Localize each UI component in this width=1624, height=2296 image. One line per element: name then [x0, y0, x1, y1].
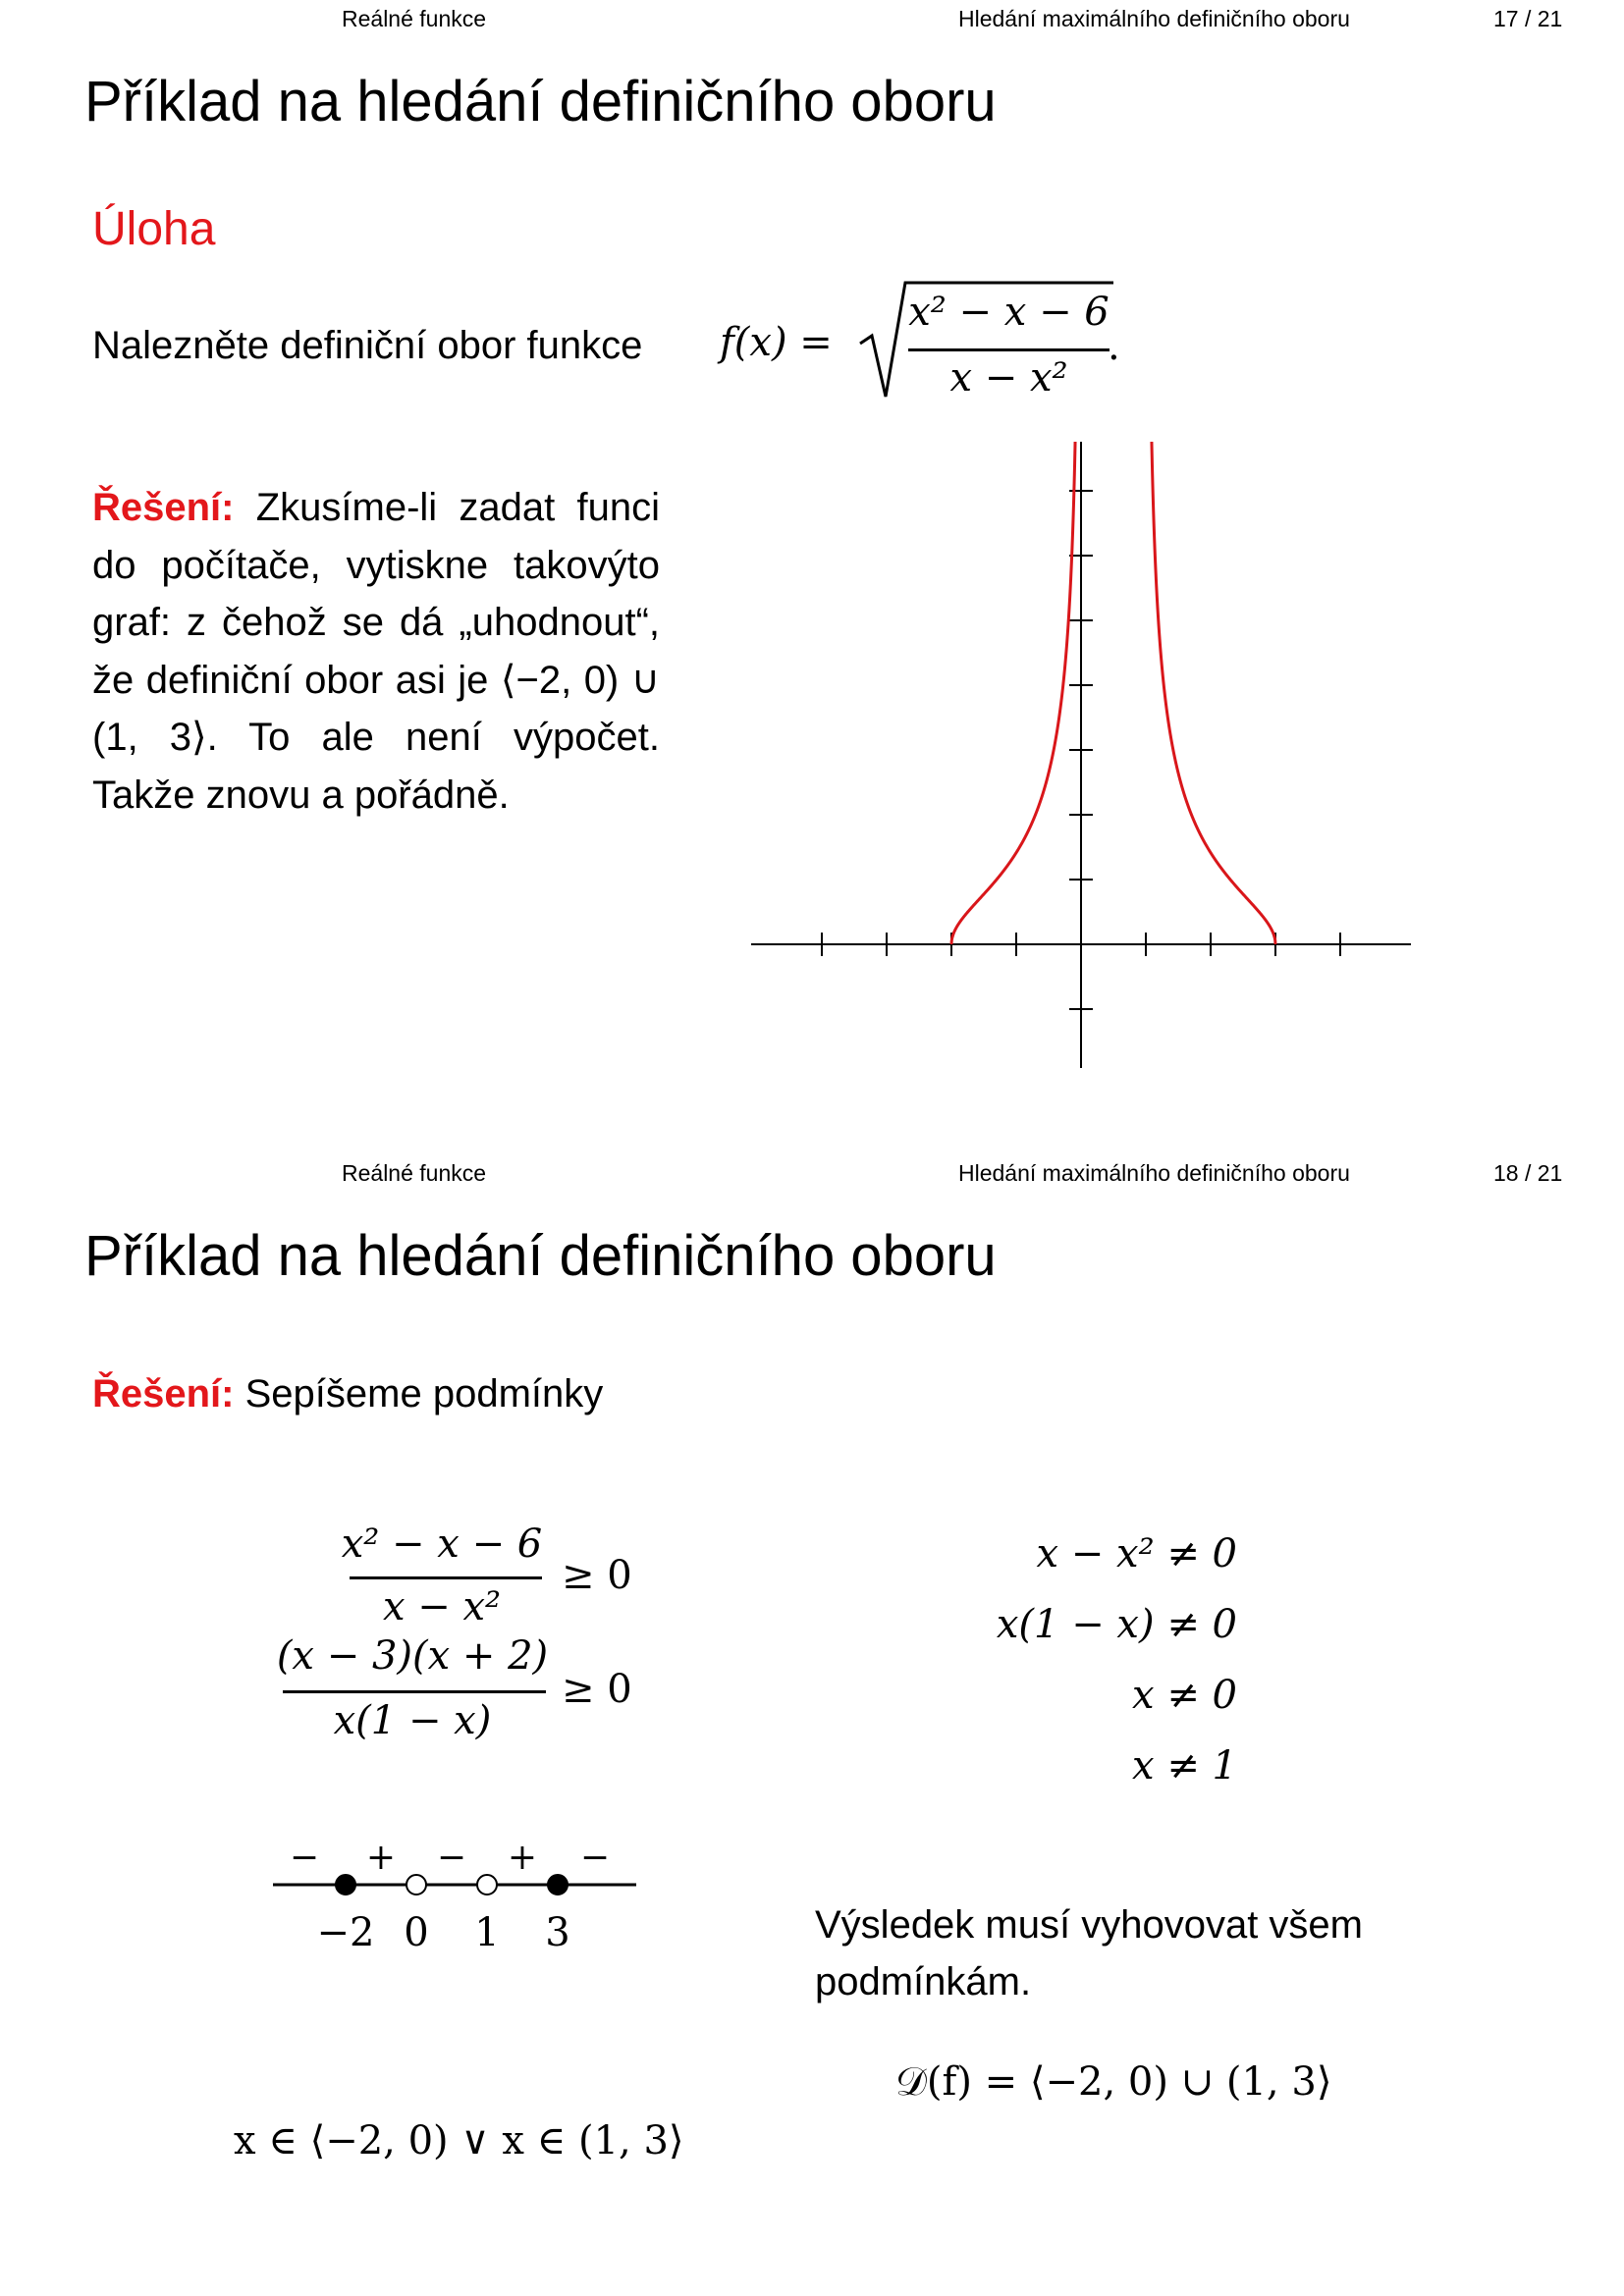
task-text: Nalezněte definiční obor funkce [92, 324, 643, 367]
function-fraction-bar [908, 348, 1110, 351]
solution-paragraph [92, 479, 660, 824]
header-subsection: Hledání maximálního definičního oboru [958, 6, 1350, 31]
condition-3: x ≠ 0 [1132, 1673, 1237, 1718]
condition-1: x − x² ≠ 0 [1036, 1531, 1237, 1576]
closed-point [336, 1875, 355, 1895]
graph-curve-right [1146, 442, 1275, 944]
graph-curve-left [951, 442, 1081, 944]
sign-label: + [365, 1838, 397, 1878]
solution-text: Zkusíme-li zadat funci do počítače, vytiskne takovýto graf: z čehož se dá „uhodnout“, že definiční obor asi je ⟨−2, 0) ∪ (1, 3⟩. To ale není výpočet. Takže znovu a pořádně. [92, 486, 660, 817]
result-text: Výsledek musí vyhovovat všem podmínkám. [815, 1903, 1363, 2003]
inequality2-relation: ≥ 0 [562, 1667, 632, 1712]
solution-line [92, 1372, 603, 1416]
point-label: −2 [316, 1910, 375, 1955]
sign-chart [265, 1826, 658, 1973]
point-label: 1 [474, 1910, 500, 1955]
header-subsection: Hledání maximálního definičního oboru [958, 1160, 1350, 1186]
function-graph [746, 442, 1424, 1080]
function-period: . [1108, 324, 1120, 369]
domain-result: 𝒟(f) = ⟨−2, 0) ∪ (1, 3⟩ [895, 2059, 1332, 2105]
inequality1-numerator: x² − x − 6 [341, 1522, 543, 1567]
function-lhs [720, 320, 833, 365]
function-denominator: x − x² [949, 355, 1068, 400]
sign-label: − [436, 1838, 467, 1878]
inequality1-relation: ≥ 0 [562, 1553, 632, 1598]
header-page-number: 18 / 21 [1493, 1160, 1563, 1186]
function-lhs-text: f(x) = [720, 320, 833, 365]
open-point [477, 1875, 497, 1895]
inequality2-bar [283, 1690, 546, 1693]
solution-text: Sepíšeme podmínky [244, 1372, 604, 1415]
inequality2-numerator: (x − 3)(x + 2) [276, 1633, 549, 1679]
sign-chart-marks [290, 1838, 610, 1955]
header-page-number: 17 / 21 [1493, 6, 1563, 31]
header-section: Reálné funkce [342, 6, 487, 31]
point-label: 3 [545, 1910, 570, 1955]
inequality2-denominator: x(1 − x) [333, 1698, 492, 1743]
open-point [406, 1875, 426, 1895]
inequality1-bar [350, 1576, 542, 1579]
sign-label: − [289, 1838, 320, 1878]
function-numerator: x² − x − 6 [908, 290, 1110, 335]
solution-label: Řešení: [92, 1372, 235, 1415]
header-section: Reálné funkce [342, 1160, 487, 1186]
sign-label: + [507, 1838, 538, 1878]
inequality1-denominator: x − x² [382, 1584, 502, 1629]
sign-label: − [579, 1838, 611, 1878]
slide-title: Příklad na hledání definičního oboru [84, 1224, 997, 1288]
set-result: x ∈ ⟨−2, 0) ∨ x ∈ (1, 3⟩ [234, 2118, 684, 2163]
task-heading: Úloha [92, 203, 216, 255]
solution-label: Řešení: [92, 486, 235, 529]
slide-title: Příklad na hledání definičního oboru [84, 70, 997, 133]
closed-point [548, 1875, 568, 1895]
graph-axes [751, 442, 1411, 1068]
condition-4: x ≠ 1 [1132, 1743, 1237, 1789]
condition-2: x(1 − x) ≠ 0 [996, 1602, 1237, 1647]
point-label: 0 [404, 1910, 429, 1955]
